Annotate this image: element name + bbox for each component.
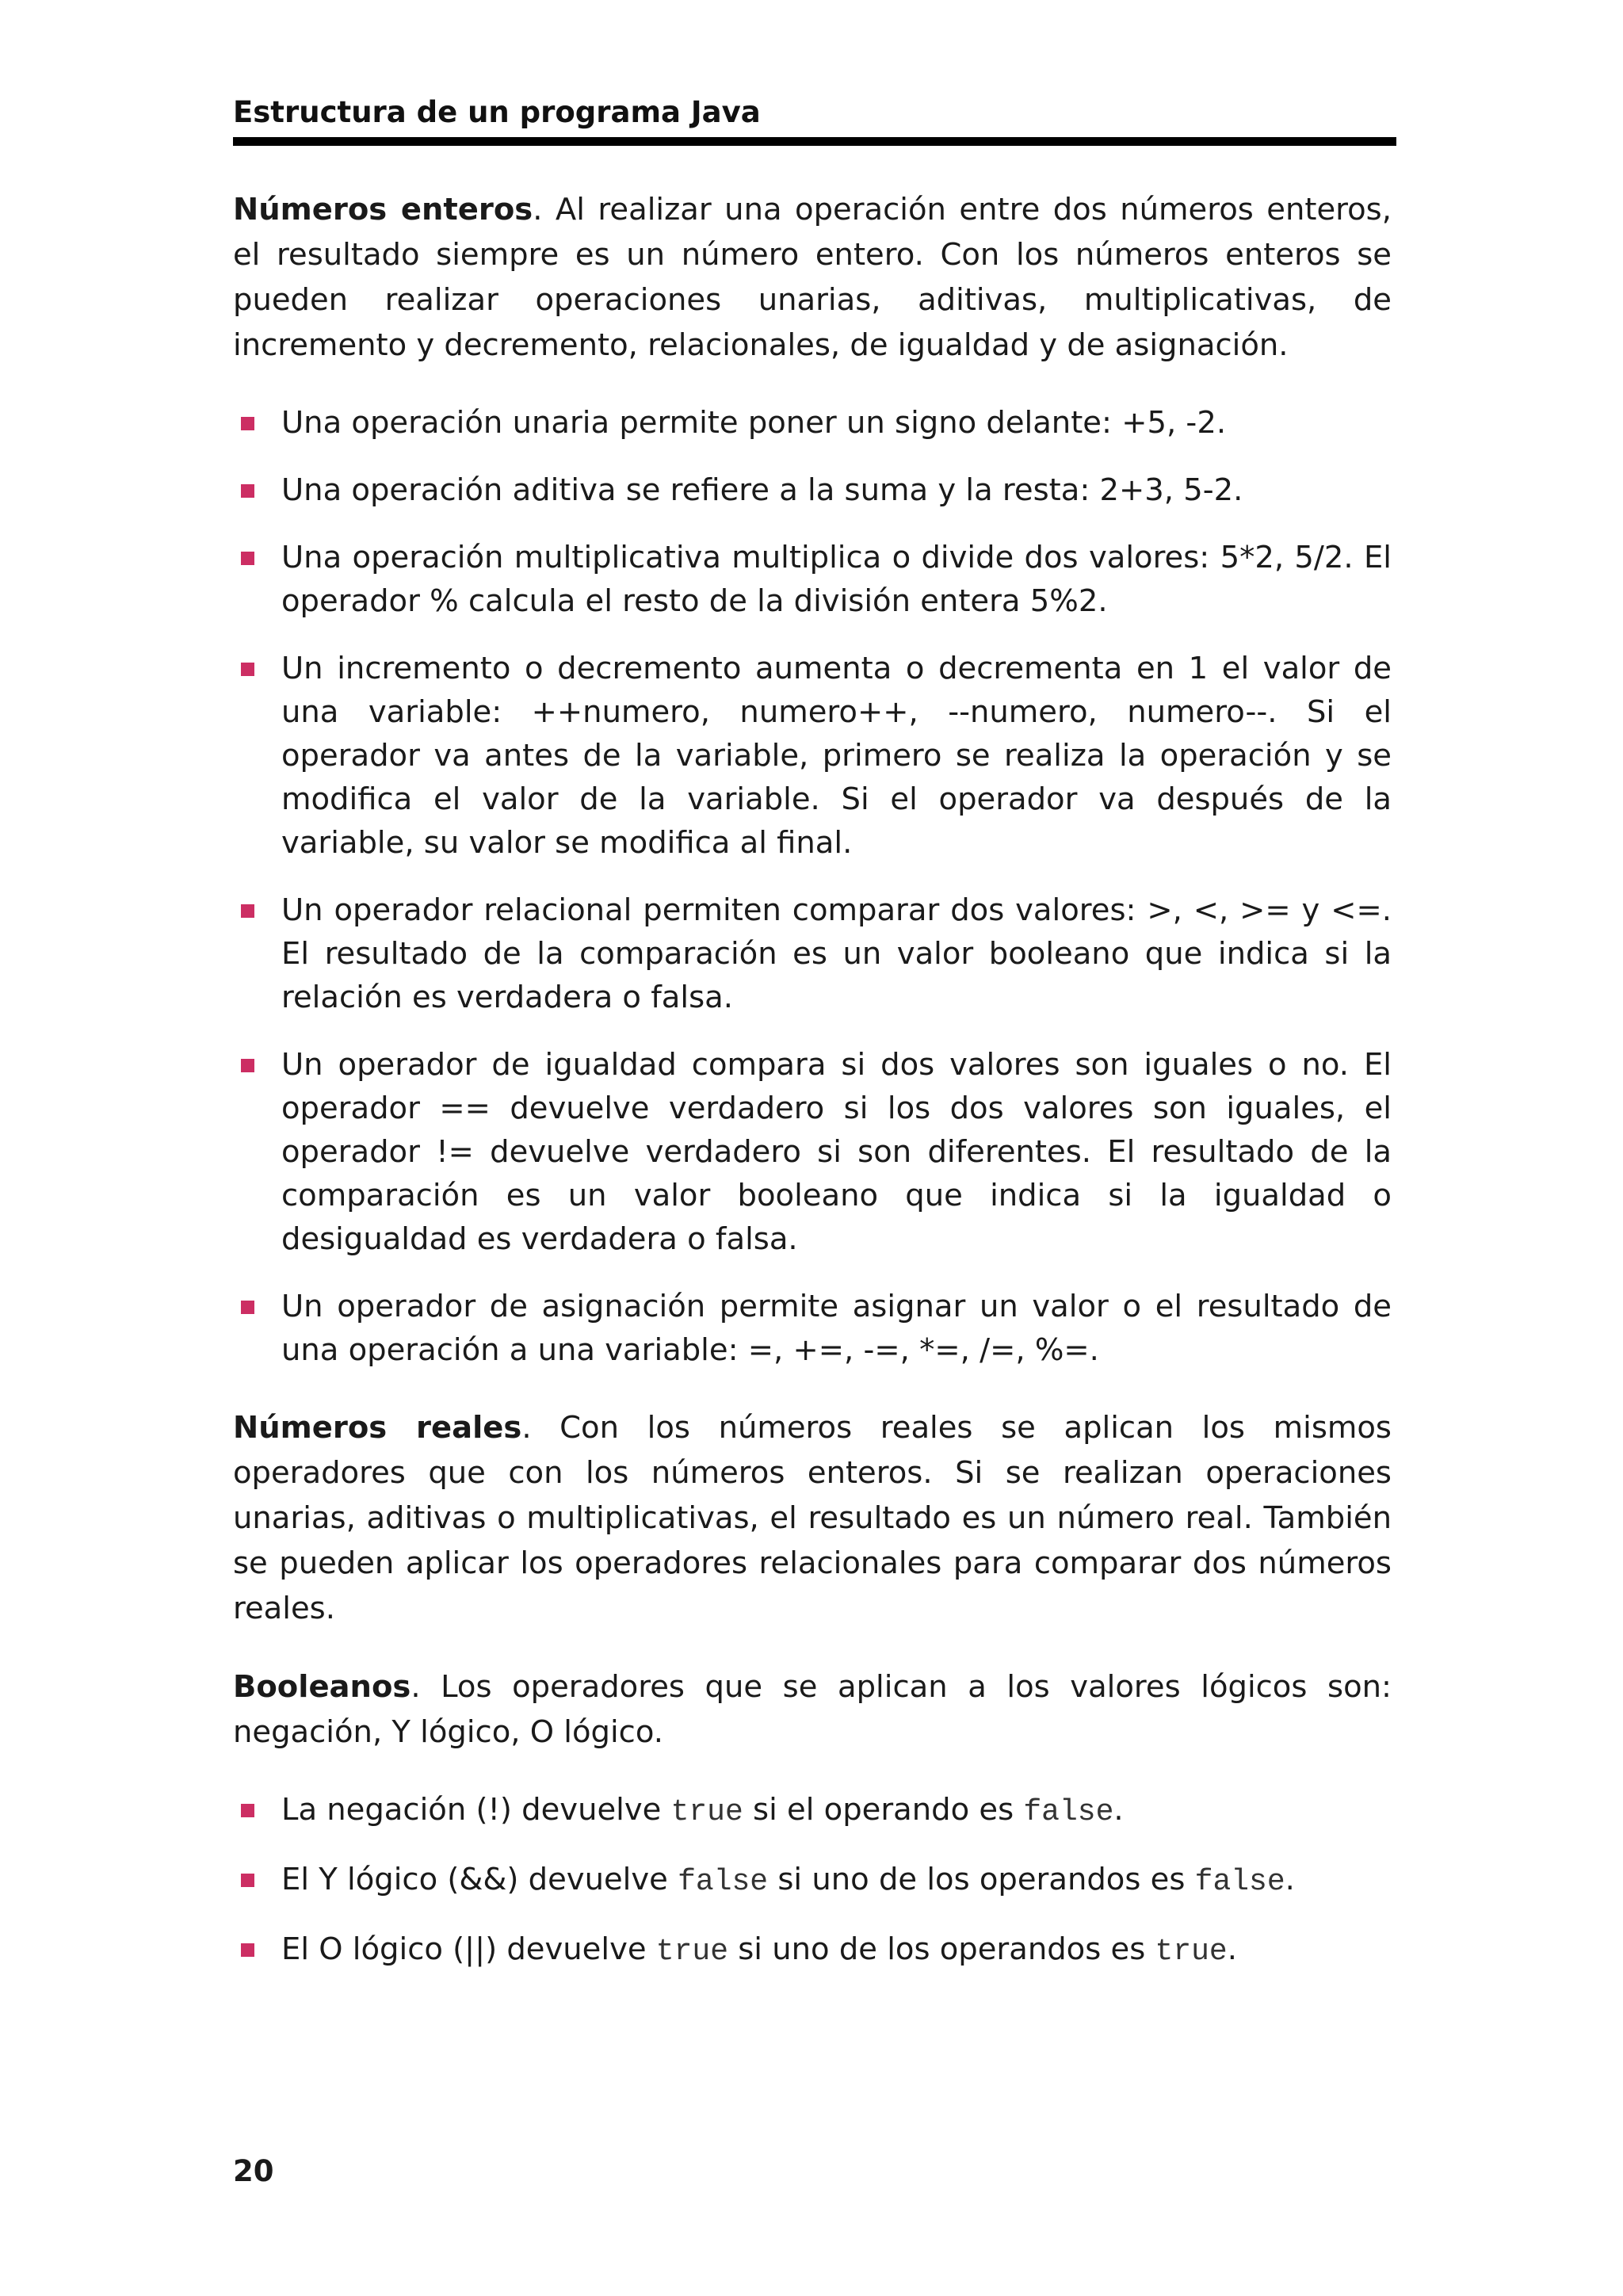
paragraph-booleanos (233, 1664, 1392, 1755)
bullet-icon (241, 552, 254, 565)
bullet-icon (241, 1301, 254, 1314)
list-item-text: El Y lógico (&&) devuelve (281, 1862, 678, 1897)
bullet-icon (241, 417, 254, 430)
code-literal: true (670, 1795, 743, 1829)
list-item (233, 647, 1392, 865)
list-item (233, 1927, 1392, 1973)
list-item-text: Un operador relacional permiten comparar dos valores: >, <, >= y <=. El resultado de la comparación es un valor booleano que indica si la relación es verdadera o falsa. (281, 892, 1392, 1015)
list-item (233, 401, 1392, 445)
list-item (233, 1858, 1392, 1904)
list-item-text: . (1227, 1931, 1237, 1967)
page-number: 20 (233, 2154, 274, 2188)
heading-booleanos: Booleanos (233, 1669, 411, 1705)
list-item (233, 1043, 1392, 1261)
list-item-text: Una operación aditiva se refiere a la suma y la resta: 2+3, 5-2. (281, 472, 1243, 508)
code-literal: true (655, 1935, 728, 1969)
list-enteros (233, 401, 1392, 1372)
list-item-text: Un operador de igualdad compara si dos valores son iguales o no. El operador == devuelve verdadero si los dos valores son iguales, el operador != devuelve verdadero si son diferentes. El resultado de la comparación es un valor booleano que indica si la igualdad o desigualdad es verdadera o falsa. (281, 1047, 1392, 1257)
list-item-text: si el operando es (743, 1792, 1024, 1828)
paragraph-reales (233, 1405, 1392, 1631)
header-rule (233, 137, 1396, 146)
list-item-text: si uno de los operandos es (728, 1931, 1155, 1967)
page-header (233, 95, 1396, 146)
code-literal: true (1155, 1935, 1228, 1969)
text-enteros: . Al realizar una operación entre dos números enteros, el resultado siempre es un número entero. Con los números enteros se pueden realizar operaciones unarias, aditivas, multiplicativas, de incremento y decremento, relacionales, de igualdad y de asignación. (233, 192, 1392, 363)
bullet-icon (241, 1059, 254, 1072)
bullet-icon (241, 1874, 254, 1887)
bullet-icon (241, 484, 254, 498)
list-item (233, 888, 1392, 1019)
list-item-text: Un incremento o decremento aumenta o decrementa en 1 el valor de una variable: ++numero, numero++, --numero, numero--. Si el operador va antes de la variable, primero se realiza la operación y se modifica el valor de la variable. Si el operador va después de la variable, su valor se modifica al final. (281, 651, 1392, 861)
list-item-text: Una operación multiplicativa multiplica o divide dos valores: 5*2, 5/2. El operador % calcula el resto de la división entera 5%2. (281, 540, 1392, 619)
list-item-text: si uno de los operandos es (768, 1862, 1195, 1897)
text-booleanos: . Los operadores que se aplican a los valores lógicos son: negación, Y lógico, O lógico. (233, 1669, 1392, 1750)
list-item-text: La negación (!) devuelve (281, 1792, 671, 1828)
bullet-icon (241, 1943, 254, 1957)
list-item-text: El O lógico (||) devuelve (281, 1931, 656, 1967)
heading-enteros: Números enteros (233, 192, 533, 227)
list-booleanos (233, 1788, 1392, 1973)
list-item (233, 1285, 1392, 1372)
list-item (233, 468, 1392, 512)
code-literal: false (678, 1865, 769, 1899)
code-literal: false (1194, 1865, 1285, 1899)
running-title: Estructura de un programa Java (233, 95, 761, 129)
list-item (233, 536, 1392, 623)
paragraph-enteros (233, 187, 1392, 368)
page-content (233, 187, 1392, 2007)
list-item-text: Un operador de asignación permite asignar un valor o el resultado de una operación a una variable: =, +=, -=, *=, /=, %=. (281, 1289, 1392, 1368)
bullet-icon (241, 1804, 254, 1817)
heading-reales: Números reales (233, 1410, 522, 1446)
code-literal: false (1023, 1795, 1114, 1829)
text-reales: . Con los números reales se aplican los mismos operadores que con los números enteros. Si se realizan operaciones unarias, aditivas o multiplicativas, el resultado es un número real. También se pueden aplicar los operadores relacionales para comparar dos números reales. (233, 1410, 1392, 1626)
list-item (233, 1788, 1392, 1834)
list-item-text: Una operación unaria permite poner un signo delante: +5, -2. (281, 405, 1227, 441)
bullet-icon (241, 904, 254, 918)
bullet-icon (241, 663, 254, 676)
list-item-text: . (1113, 1792, 1124, 1828)
list-item-text: . (1285, 1862, 1295, 1897)
